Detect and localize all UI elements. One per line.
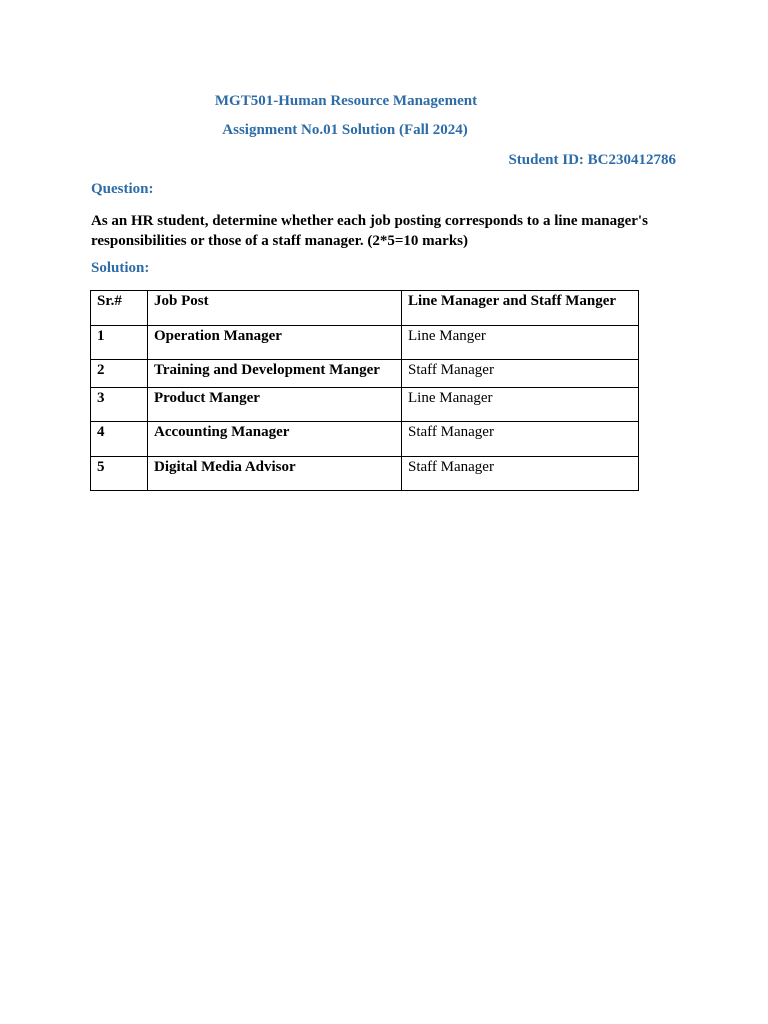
row-sr: 5 <box>91 457 148 491</box>
table-header-row <box>91 291 639 326</box>
course-title: MGT501-Human Resource Management <box>214 93 478 109</box>
row-manager-type: Line Manager <box>402 388 639 422</box>
table-row <box>91 326 639 360</box>
row-manager-type: Staff Manager <box>402 457 639 491</box>
answer-table <box>90 290 639 491</box>
assignment-title: Assignment No.01 Solution (Fall 2024) <box>222 122 468 138</box>
row-sr: 4 <box>91 422 148 457</box>
table-row <box>91 360 639 388</box>
table-row <box>91 457 639 491</box>
header-sr: Sr.# <box>91 291 148 326</box>
row-job-post: Accounting Manager <box>148 422 402 457</box>
row-job-post: Product Manger <box>148 388 402 422</box>
row-sr: 2 <box>91 360 148 388</box>
row-job-post: Operation Manager <box>148 326 402 360</box>
row-manager-type: Staff Manager <box>402 422 639 457</box>
row-job-post: Training and Development Manger <box>148 360 402 388</box>
question-text: As an HR student, determine whether each job posting corresponds to a line manager's responsibilities or those of a staff manager. (2*5=10 marks) <box>91 213 648 249</box>
row-manager-type: Line Manger <box>402 326 639 360</box>
row-job-post: Digital Media Advisor <box>148 457 402 491</box>
table-row <box>91 422 639 457</box>
question-heading: Question: <box>91 181 154 197</box>
row-sr: 1 <box>91 326 148 360</box>
solution-heading: Solution: <box>91 260 150 276</box>
student-id: Student ID: BC230412786 <box>508 152 676 168</box>
table-row <box>91 388 639 422</box>
header-job-post: Job Post <box>148 291 402 326</box>
row-manager-type: Staff Manager <box>402 360 639 388</box>
row-sr: 3 <box>91 388 148 422</box>
header-manager-type: Line Manager and Staff Manger <box>402 291 639 326</box>
